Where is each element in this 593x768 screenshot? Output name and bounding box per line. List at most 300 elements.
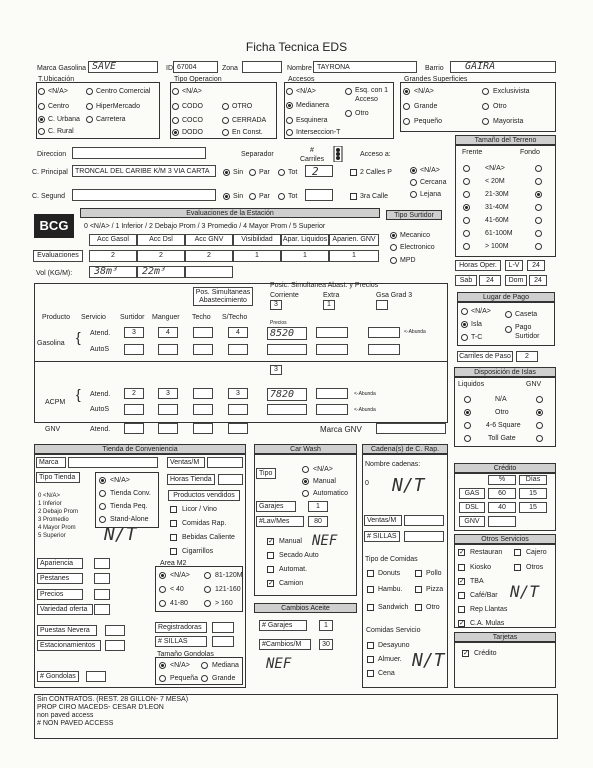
tba-checkbox[interactable]: ✓ (459, 578, 465, 585)
bebidas-checkbox[interactable] (170, 534, 177, 541)
evaluaciones-scale: 0 <N/A> / 1 Inferior / 2 Debajo Prom / 3 Promedio / 4 Mayor Prom / 5 Superior (84, 223, 326, 230)
ubicacion-option: HiperMercado (96, 103, 140, 110)
acpm-techo-value[interactable] (193, 388, 213, 399)
acpm-autos-surtidor[interactable] (124, 404, 144, 415)
tienda-sillas-label: # SILLAS (155, 636, 207, 647)
acpm-autos-manguer[interactable] (158, 404, 178, 415)
area-radio[interactable] (204, 572, 211, 579)
tienda-sillas-field[interactable] (212, 636, 234, 647)
eval-value[interactable]: 2 (185, 250, 233, 262)
credito-dsl-dias[interactable]: 15 (519, 502, 547, 513)
separador2-radio[interactable] (278, 193, 285, 200)
gas-surtidor-value[interactable]: 3 (124, 327, 144, 338)
tarjetas-title: Tarjetas (454, 632, 556, 642)
licor-checkbox[interactable] (170, 506, 177, 513)
ubicacion-radio[interactable] (38, 88, 45, 95)
prod-option: Comidas Rap. (182, 520, 227, 527)
servicio-nt-handwritten: N/T (412, 650, 445, 671)
acceso-option: <N/A> (420, 167, 440, 174)
gnv-techo[interactable] (193, 423, 213, 434)
ubicacion-radio[interactable] (86, 103, 93, 110)
acpm-price-value: 7820 (270, 389, 295, 400)
car-wash-radio[interactable] (302, 478, 309, 485)
cadenas-sillas-field[interactable] (404, 531, 444, 542)
gondola-radio[interactable] (201, 662, 208, 669)
gas-stecho-value[interactable]: 4 (228, 327, 248, 338)
pago-radio[interactable] (461, 334, 468, 341)
tienda-ventas-field[interactable] (207, 457, 243, 468)
nombre-field[interactable] (313, 61, 417, 73)
terreno-group (455, 145, 556, 257)
horas-tienda-label: Horas Tienda (167, 474, 215, 485)
fondo-radio[interactable] (535, 217, 542, 224)
grandes-option: Pequeño (414, 118, 443, 125)
carriles2-field[interactable] (305, 189, 333, 201)
acceso-radio[interactable] (410, 191, 417, 198)
vol-gas-field[interactable] (89, 266, 137, 278)
cambios-mes-value[interactable]: 30 (319, 639, 333, 650)
eval-value[interactable]: 1 (281, 250, 329, 262)
separador-radio[interactable] (278, 169, 285, 176)
vol-gas-value: 38m³ (94, 266, 119, 277)
gas-manguer-value[interactable]: 4 (158, 327, 178, 338)
otros-option: Kiosko (470, 564, 492, 571)
ubicacion-radio[interactable] (86, 116, 93, 123)
gnv-radio[interactable] (536, 409, 543, 416)
terreno-option: 31-40M (485, 204, 509, 211)
scale-item: 4 Mayor Prom (38, 525, 76, 531)
comida-checkbox[interactable] (367, 570, 374, 577)
ubicacion-radio[interactable] (38, 128, 45, 135)
gas-gsa-price[interactable] (368, 327, 400, 338)
otros-option: Rep Llantas (470, 606, 508, 613)
tercera-calle-checkbox[interactable] (350, 193, 357, 200)
lav-mes-label: #Lav/Mes (256, 516, 304, 527)
pago-option: Isla (471, 321, 482, 328)
servicio-checkbox[interactable] (367, 642, 374, 649)
operacion-radio[interactable] (172, 88, 179, 95)
gnv-stecho[interactable] (228, 423, 248, 434)
cambios-garajes-label: # Garajes (259, 620, 307, 631)
sin-label: Sin (233, 169, 244, 176)
separador-radio[interactable] (249, 169, 256, 176)
gnv-disp-label: GNV (526, 381, 542, 388)
cambios-nef-handwritten: NEF (266, 656, 292, 672)
accesos-radio[interactable] (286, 102, 293, 109)
operacion-radio[interactable] (222, 129, 229, 136)
frente-radio[interactable] (463, 204, 470, 211)
carriles-field[interactable] (305, 165, 333, 177)
scale-item: 1 Inferior (38, 501, 62, 507)
lav-mes-value[interactable]: 80 (308, 516, 328, 527)
abunda-label: <-Abunda (354, 407, 376, 413)
gas-extra-price[interactable] (316, 327, 348, 338)
lv-value[interactable]: 24 (527, 260, 545, 271)
accesos-title: Accesos (288, 76, 315, 83)
comidas-servicio-title: Comidas Servicio (366, 627, 421, 634)
gas-autos-price[interactable] (267, 344, 307, 355)
tienda-ventas-label: Ventas/M (167, 457, 205, 468)
ubicacion-radio[interactable] (38, 103, 45, 110)
vol-gnv-field[interactable] (185, 266, 233, 278)
acpm-stecho-value[interactable]: 3 (228, 388, 248, 399)
gnv-radio[interactable] (536, 435, 543, 442)
camion-checkbox[interactable]: ✓ (268, 580, 274, 587)
eval-value[interactable]: 1 (233, 250, 281, 262)
secado-checkbox[interactable] (267, 552, 274, 559)
servicio-checkbox[interactable] (367, 656, 374, 663)
fondo-radio[interactable] (535, 204, 542, 211)
cadenas-ventas-field[interactable] (404, 515, 444, 526)
comment-line: Sin CONTRATOS. (REST. 28 GILLON- 7 MESA) (37, 696, 189, 703)
pago-radio[interactable] (461, 308, 468, 315)
grandes-radio[interactable] (482, 88, 489, 95)
gnv-radio[interactable] (536, 396, 543, 403)
gas-corriente-price[interactable] (267, 327, 307, 340)
area-option: 41-80 (170, 600, 188, 607)
eval-value[interactable]: 2 (89, 250, 137, 262)
acceso-radio[interactable] (410, 167, 417, 174)
gas-autos-extra[interactable] (316, 344, 348, 355)
direccion-field[interactable] (72, 147, 206, 159)
eval-col: Acc GNV (185, 234, 233, 246)
ubicacion-radio[interactable] (38, 116, 45, 123)
pos-sim-label: Pos. Simultaneas Abastecimiento (193, 287, 253, 306)
comida-checkbox[interactable] (415, 604, 422, 611)
evaluaciones-row-label: Evaluaciones (33, 250, 83, 262)
surtidor-radio[interactable] (390, 232, 397, 239)
puestas-field[interactable] (105, 625, 125, 636)
posic-sim-label: Posic. Simultanea Abast. y Precios (270, 282, 379, 289)
gondola-radio[interactable] (159, 675, 166, 682)
comida-checkbox[interactable] (415, 586, 422, 593)
terreno-title: Tamaño del Terreno (455, 135, 556, 145)
eval-value[interactable]: 1 (329, 250, 379, 262)
cadenas-title: Cadena(s) de C. Rap. (362, 444, 448, 454)
grandes-radio[interactable] (482, 118, 489, 125)
acpm-autos-price[interactable] (267, 404, 307, 415)
liquidos-radio[interactable] (464, 396, 471, 403)
area-radio[interactable] (159, 586, 166, 593)
gnv-radio[interactable] (536, 422, 543, 429)
gnv-surtidor[interactable] (124, 423, 144, 434)
frente-label: Frente (462, 149, 483, 156)
gas-techo-value[interactable] (193, 327, 213, 338)
acpm-surtidor-value[interactable]: 2 (124, 388, 144, 399)
frente-radio[interactable] (463, 230, 470, 237)
eval-value[interactable]: 2 (137, 250, 185, 262)
credito-gas-pct[interactable]: 60 (488, 488, 516, 499)
acpm-extra-price[interactable] (316, 388, 348, 399)
otros-checkbox[interactable] (514, 564, 521, 571)
otros-title: Otros Servicios (454, 534, 556, 544)
area-radio[interactable] (204, 600, 211, 607)
apariencia-field[interactable] (94, 558, 110, 569)
acpm-manguer-value[interactable]: 3 (158, 388, 178, 399)
cadenas-zero: 0 (365, 480, 369, 487)
autos-label: AutoS (90, 346, 110, 353)
gondola-radio[interactable] (159, 662, 166, 669)
cafe-checkbox[interactable] (458, 592, 465, 599)
area-radio[interactable] (159, 600, 166, 607)
gas-autos-gsa[interactable] (368, 344, 400, 355)
evaluaciones-header (89, 234, 379, 246)
evaluaciones-values (89, 250, 379, 262)
operacion-option: COCO (182, 117, 203, 124)
acpm-price[interactable] (267, 388, 307, 401)
precios-field[interactable] (94, 589, 110, 600)
gas-autos-manguer[interactable] (158, 344, 178, 355)
zona-field[interactable] (242, 61, 282, 73)
accesos-radio[interactable] (286, 129, 293, 136)
col-manguer: Manguer (152, 314, 180, 321)
id-field[interactable] (173, 61, 218, 73)
grandes-radio[interactable] (482, 103, 489, 110)
grandes-radio[interactable] (403, 103, 410, 110)
liquidos-radio[interactable] (464, 409, 471, 416)
sab-value[interactable]: 24 (479, 275, 501, 286)
surtidor-option: Electronico (400, 244, 435, 251)
pos-extra-value[interactable]: 1 (323, 300, 335, 310)
liquidos-radio[interactable] (464, 422, 471, 429)
c-principal-label: C. Principal (32, 169, 68, 176)
comida-option: Pizza (426, 586, 444, 593)
gondolas-field[interactable] (86, 671, 106, 682)
credito-checkbox[interactable]: ✓ (463, 650, 469, 657)
surtidor-radio[interactable] (390, 244, 397, 251)
disposicion-option: Otro (495, 409, 509, 416)
eval-col: Aparien. GNV (329, 234, 379, 246)
area-radio[interactable] (159, 572, 166, 579)
comida-checkbox[interactable] (415, 570, 422, 577)
frente-radio[interactable] (463, 243, 470, 250)
terreno-option: > 100M (485, 243, 509, 250)
credito-title: Crédito (454, 463, 556, 473)
carriles-paso-label: Carriles de Paso (457, 351, 513, 362)
car-wash-radio[interactable] (302, 466, 309, 473)
eval-col: Acc Gasol (89, 234, 137, 246)
servicio-checkbox[interactable] (367, 670, 374, 677)
otros-option: Restauran (470, 549, 503, 556)
vol-dsl-field[interactable] (137, 266, 185, 278)
gas-autos-techo[interactable] (193, 344, 213, 355)
pago-radio[interactable] (461, 321, 468, 328)
divider (34, 361, 448, 362)
gas-autos-stecho[interactable] (228, 344, 248, 355)
fondo-radio[interactable] (535, 165, 542, 172)
variedad-label: Variedad oferta (37, 604, 93, 615)
automat-checkbox[interactable] (267, 566, 274, 573)
gnv-manguer[interactable] (158, 423, 178, 434)
nombre-cadenas-label: Nombre cadenas: (365, 461, 421, 468)
estacionamientos-label: Estacionamientos (37, 640, 101, 651)
rep-llantas-checkbox[interactable] (458, 606, 465, 613)
separador2-radio[interactable] (249, 193, 256, 200)
area-option: 121-160 (215, 586, 241, 593)
comida-checkbox[interactable] (367, 586, 374, 593)
area-radio[interactable] (204, 586, 211, 593)
tipo-tienda-radio[interactable] (99, 477, 106, 484)
fondo-label: Fondo (520, 149, 540, 156)
pos-corriente-value[interactable]: 3 (270, 300, 282, 310)
par-label: Par (259, 193, 270, 200)
operacion-radio[interactable] (172, 117, 179, 124)
accesos-option: <N/A> (296, 88, 316, 95)
manual-checkbox[interactable]: ✓ (268, 538, 274, 545)
accesos-radio[interactable] (286, 117, 293, 124)
gondola-radio[interactable] (201, 675, 208, 682)
comidas-checkbox[interactable] (170, 520, 177, 527)
cambios-title: Cambios Aceite (254, 603, 357, 613)
col-surtidor: Surtidor (120, 314, 145, 321)
tipo-tienda-option: Stand-Alone (110, 516, 149, 523)
horas-tienda-field[interactable] (218, 474, 243, 485)
tienda-marca-label: Marca (36, 457, 66, 468)
accesos-option: Esq. con 1 Acceso (355, 87, 389, 103)
car-wash-check-label: Manual (279, 538, 302, 545)
frente-radio[interactable] (463, 217, 470, 224)
gondola-option: <N/A> (170, 662, 190, 669)
fondo-radio[interactable] (535, 243, 542, 250)
acpm-autos-extra[interactable] (316, 404, 348, 415)
pestanes-field[interactable] (94, 573, 110, 584)
frente-radio[interactable] (463, 191, 470, 198)
brace-icon: { (76, 329, 81, 345)
car-wash-radio[interactable] (302, 490, 309, 497)
tienda-marca-field[interactable] (68, 457, 158, 468)
atend-label: Atend. (90, 426, 111, 433)
otros-option: Cajero (526, 549, 547, 556)
sab-label: Sab (455, 275, 477, 286)
cambios-garajes-value[interactable]: 1 (319, 620, 333, 631)
tipo-tienda-option: Tienda Peq. (110, 503, 148, 510)
abunda-label: <-Abunda (354, 391, 376, 397)
barrio-value: GAIRA (465, 61, 496, 72)
prod-option: Licor / Vino (182, 506, 217, 513)
garajes-value[interactable]: 1 (308, 501, 328, 512)
accesos-radio[interactable] (345, 88, 352, 95)
fondo-radio[interactable] (535, 191, 542, 198)
calles-p-checkbox[interactable] (350, 169, 357, 176)
surtidor-radio[interactable] (390, 257, 397, 264)
pago-option: <N/A> (471, 308, 491, 315)
operacion-radio[interactable] (222, 103, 229, 110)
tipo-tienda-radio[interactable] (99, 516, 106, 523)
c-segund-field[interactable] (72, 189, 216, 201)
atend-label: Atend. (90, 330, 111, 337)
comida-option: Hambu. (378, 586, 403, 593)
tipo-operacion-title: Tipo Operacion (174, 76, 222, 83)
credito-gas-dias[interactable]: 15 (519, 488, 547, 499)
pago-option: Pago Surtidor (515, 324, 540, 340)
restauran-checkbox[interactable]: ✓ (459, 549, 465, 556)
operacion-radio[interactable] (172, 129, 179, 136)
mulas-checkbox[interactable]: ✓ (459, 620, 465, 627)
car-wash-check-label: Automat. (279, 566, 308, 573)
liquidos-radio[interactable] (464, 435, 471, 442)
carriles-paso-value[interactable]: 2 (516, 351, 538, 362)
otros-option: Otros (526, 564, 544, 571)
accesos-radio[interactable] (345, 110, 352, 117)
cajero-checkbox[interactable] (514, 549, 521, 556)
dom-value[interactable]: 24 (529, 275, 547, 286)
car-wash-tipo-label: Tipo (256, 468, 276, 479)
variedad-field[interactable] (94, 604, 110, 615)
tot-label: Tot (288, 169, 298, 176)
tipo-tienda-radio[interactable] (99, 490, 106, 497)
credito-gas-label: GAS (459, 488, 485, 499)
accesos-option: Esquinera (296, 117, 328, 124)
marca-field[interactable] (88, 61, 158, 73)
autos-label: AutoS (90, 406, 110, 413)
comida-option: Otro (426, 604, 440, 611)
pago-radio[interactable] (505, 326, 512, 333)
acpm-autos-stecho[interactable] (228, 404, 248, 415)
gsa-label: Gsa Grad 3 (376, 292, 413, 299)
acpm-pos-value[interactable]: 3 (270, 365, 282, 375)
pago-radio[interactable] (505, 311, 512, 318)
cigarrillos-checkbox[interactable] (170, 548, 177, 555)
ubicacion-radio[interactable] (86, 88, 93, 95)
area-option: < 40 (170, 586, 184, 593)
barrio-field[interactable] (450, 61, 556, 73)
servicio-option: Desayuno (378, 642, 410, 649)
operacion-option: OTRO (232, 103, 253, 110)
operacion-radio[interactable] (222, 117, 229, 124)
operacion-radio[interactable] (172, 103, 179, 110)
grandes-option: Exclusivista (493, 88, 530, 95)
grandes-radio[interactable] (403, 118, 410, 125)
frente-radio[interactable] (463, 178, 470, 185)
operacion-option: En Const. (232, 129, 263, 136)
prod-option: Cigarrillos (182, 548, 214, 555)
gas-autos-surtidor[interactable] (124, 344, 144, 355)
extra-label: Extra (323, 292, 340, 299)
separador-radio[interactable] (223, 169, 230, 176)
marca-gnv-field[interactable] (376, 423, 446, 434)
pos-gsa-value[interactable] (376, 300, 388, 310)
vol-dsl-value: 22m³ (142, 266, 167, 277)
kiosko-checkbox[interactable] (458, 564, 465, 571)
form-title: Ficha Tecnica EDS (245, 40, 348, 54)
c-principal-field[interactable] (72, 165, 216, 177)
credito-dsl-pct[interactable]: 40 (488, 502, 516, 513)
comida-checkbox[interactable] (367, 604, 374, 611)
credito-gnv-pct[interactable] (488, 516, 516, 527)
lv-label: L-V (505, 260, 523, 271)
surtidor-option: Mecanico (400, 232, 430, 239)
vol-label: Vol (KG/M): (36, 270, 73, 277)
ubicacion-title: T.Ubicación (38, 76, 75, 83)
accesos-radio[interactable] (286, 88, 293, 95)
frente-radio[interactable] (463, 165, 470, 172)
separador2-radio[interactable] (223, 193, 230, 200)
credito-gnv-label: GNV (459, 516, 485, 527)
fondo-radio[interactable] (535, 178, 542, 185)
horas-label: Horas Oper. (455, 260, 501, 271)
carriles-value: 2 (312, 165, 319, 178)
surtidor-title: Tipo Surtidor (386, 210, 442, 220)
acceso-radio[interactable] (410, 179, 417, 186)
estacionamientos-field[interactable] (105, 640, 125, 651)
tipo-tienda-radio[interactable] (99, 503, 106, 510)
grandes-radio[interactable] (403, 88, 410, 95)
terreno-option: < 20M (485, 178, 505, 185)
comments-box[interactable] (34, 694, 558, 739)
acpm-autos-techo[interactable] (193, 404, 213, 415)
fondo-radio[interactable] (535, 230, 542, 237)
registradoras-field[interactable] (212, 622, 234, 633)
